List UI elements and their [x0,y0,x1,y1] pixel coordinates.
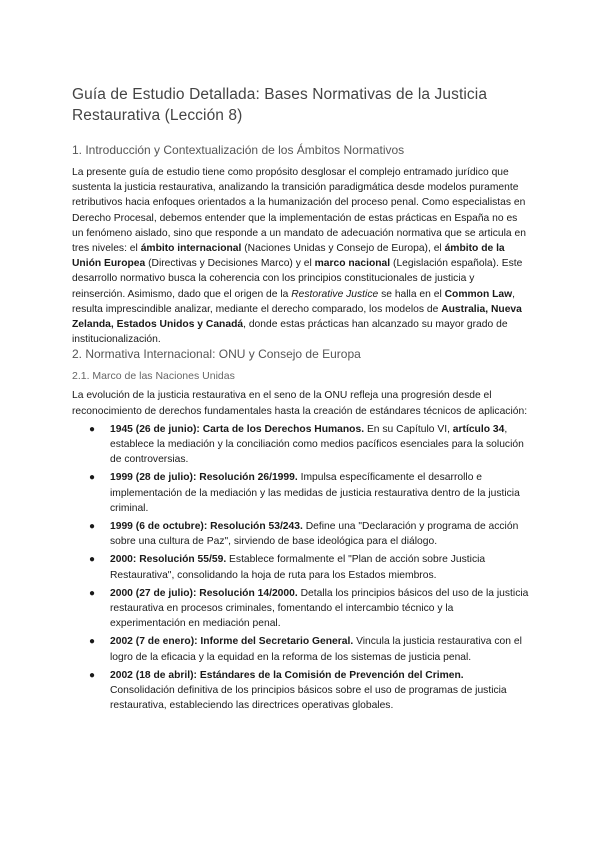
bold-ambito-ue: ámbito de la Unión Europea [72,243,505,270]
item-text: Vincula la justicia restaurativa con el logro de la eficacia y la equidad en la reforma de los sistemas de justicia penal. [110,636,522,663]
item-title: 2000: Resolución 55/59. [110,554,227,566]
document-title: Guía de Estudio Detallada: Bases Normativas de la Justicia Restaurativa (Lección 8) [72,86,488,124]
item-text: , establece la mediación y la conciliación como medios pacíficos esenciales para la solución de controversias. [110,423,524,466]
item-text: En su Capítulo VI, [364,423,453,435]
item-title: 2002 (7 de enero): Informe del Secretario General. [110,636,354,648]
bullet-icon: ● [89,554,96,566]
item-text: Define una "Declaración y programa de acción sobre una cultura de Paz", sirviendo de base ideológica para el diálogo. [110,521,519,548]
subsection-2-1-heading: 2.1. Marco de las Naciones Unidas [72,370,235,383]
item-title: 1945 (26 de junio): Carta de los Derechos Humanos. [110,423,365,435]
text-run: (Directivas y Decisiones Marco) y el [145,258,315,270]
item-title: 2002 (18 de abril): Estándares de la Comisión de Prevención del Crimen. [110,669,464,681]
list-item [72,552,530,582]
section-2-heading: 2. Normativa Internacional: ONU y Consejo de Europa [72,347,361,362]
list-item [72,470,530,516]
italic-restorative-justice: Restorative Justice [291,288,379,300]
section-1-heading: 1. Introducción y Contextualización de los Ámbitos Normativos [72,143,405,157]
bold-marco-nacional: marco nacional [314,258,391,270]
list-item [72,586,530,632]
section-2-intro: La evolución de la justicia restaurativa en el seno de la ONU refleja una progresión desde el reconocimiento de derechos fundamentales hasta la creación de estándares técnicos de aplicación: [72,390,528,417]
list-item [72,519,530,549]
bold-ambito-internacional: ámbito internacional [140,243,242,255]
item-title: 2000 (27 de julio): Resolución 14/2000. [110,587,298,599]
bullet-icon: ● [89,423,96,435]
bullet-icon: ● [89,521,96,533]
bullet-icon: ● [89,587,96,599]
text-run: La presente guía de estudio tiene como propósito desglosar el complejo entramado jurídico que sustenta la justicia restaurativa, analizando la transición paradigmática desde modelos puramente retributivos hacia enfoques orientados a la humanización del proceso penal. Como especialistas en Derecho Procesal, debemos entender que la implementación de estas prácticas en España no es un fenómeno aislado, sino que responde a un mandato de adecuación normativa que se articula en tres niveles: el [72,167,526,255]
item-bold-2: artículo 34 [452,423,505,435]
list-item [72,668,530,714]
text-run: se halla en el [378,288,445,300]
bullet-icon: ● [89,636,96,648]
item-title: 1999 (6 de octubre): Resolución 53/243. [110,521,303,533]
section-1-paragraph [72,165,530,347]
text-run: (Naciones Unidas y Consejo de Europa), el [241,243,445,255]
text-run: , resulta imprescindible analizar, mediante el derecho comparado, los modelos de [72,288,516,315]
item-text: Impulsa específicamente el desarrollo e implementación de la mediación y las medidas de justicia restaurativa dentro de la justicia criminal. [110,472,520,514]
bullet-icon: ● [89,472,96,484]
item-text: Detalla los principios básicos del uso de la justicia restaurativa en procesos criminales, fomentando el intercambio técnico y la experimentación en mediación penal. [110,587,529,630]
text-run: , donde estas prácticas han alcanzado su mayor grado de institucionalización. [72,319,508,346]
text-run: (Legislación española). Este desarrollo normativo busca la coherencia con los principios constitucionales de justicia y reinserción. Asimismo, dado que el origen de la [72,258,523,300]
item-text: Consolidación definitiva de los principios básicos sobre el uso de programas de justicia restaurativa, estableciendo las directrices operativas globales. [110,685,507,712]
item-text: Establece formalmente el "Plan de acción sobre Justicia Restaurativa", consolidando la hoja de ruta para los Estados miembros. [110,554,486,581]
bold-paises: Australia, Nueva Zelanda, Estados Unidos y Canadá [72,303,522,331]
bullet-icon: ● [89,669,96,681]
bold-common-law: Common Law [444,288,513,300]
un-timeline-list [72,422,530,714]
list-item [72,422,530,468]
list-item [72,634,530,664]
item-title: 1999 (28 de julio): Resolución 26/1999. [110,472,298,484]
